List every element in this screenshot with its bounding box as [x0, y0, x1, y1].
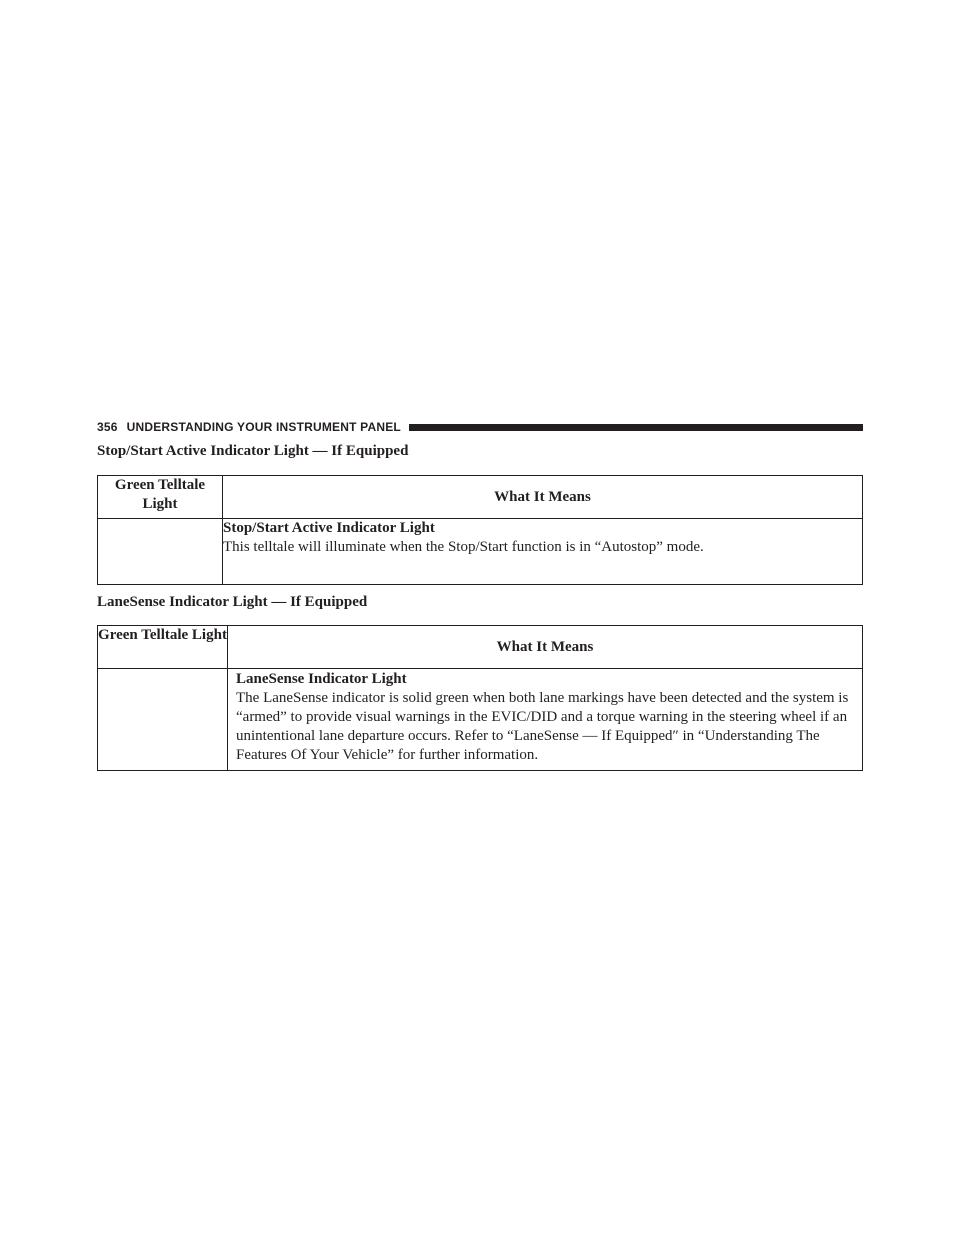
section-heading-lanesense: LaneSense Indicator Light — If Equipped	[97, 594, 368, 610]
telltale-icon-cell	[98, 519, 223, 585]
stop-start-table	[97, 475, 863, 585]
table-header-row	[98, 626, 863, 669]
section-heading-stop-start: Stop/Start Active Indicator Light — If Equipped	[97, 443, 409, 459]
col-header-what-it-means: What It Means	[228, 626, 863, 669]
row-body: This telltale will illuminate when the Stop/Start function is in “Autostop” mode.	[223, 539, 704, 555]
table-header-row	[98, 476, 863, 519]
row-body: The LaneSense indicator is solid green when both lane markings have been detected and the system is “armed” to provide visual warnings in the EVIC/DID and a torque warning in the steering wheel if an unintentional lane departure occurs. Refer to “LaneSense — If Equipped″ in “Understanding The Features Of Your Vehicle” for further information.	[236, 690, 849, 763]
col-header-green-telltale: Green Telltale Light	[98, 626, 228, 669]
row-title: Stop/Start Active Indicator Light	[223, 520, 435, 536]
col-header-green-telltale: Green Telltale Light	[98, 476, 223, 519]
page-number: 356	[97, 420, 118, 434]
telltale-icon-cell	[98, 669, 228, 771]
lanesense-table	[97, 625, 863, 771]
row-title: LaneSense Indicator Light	[236, 671, 407, 687]
page-header	[97, 418, 863, 436]
meaning-cell	[228, 669, 863, 771]
table-row	[98, 669, 863, 771]
header-rule	[409, 424, 863, 431]
col-header-what-it-means: What It Means	[223, 476, 863, 519]
table-row	[98, 519, 863, 585]
chapter-title: UNDERSTANDING YOUR INSTRUMENT PANEL	[126, 420, 401, 434]
meaning-cell	[223, 519, 863, 585]
